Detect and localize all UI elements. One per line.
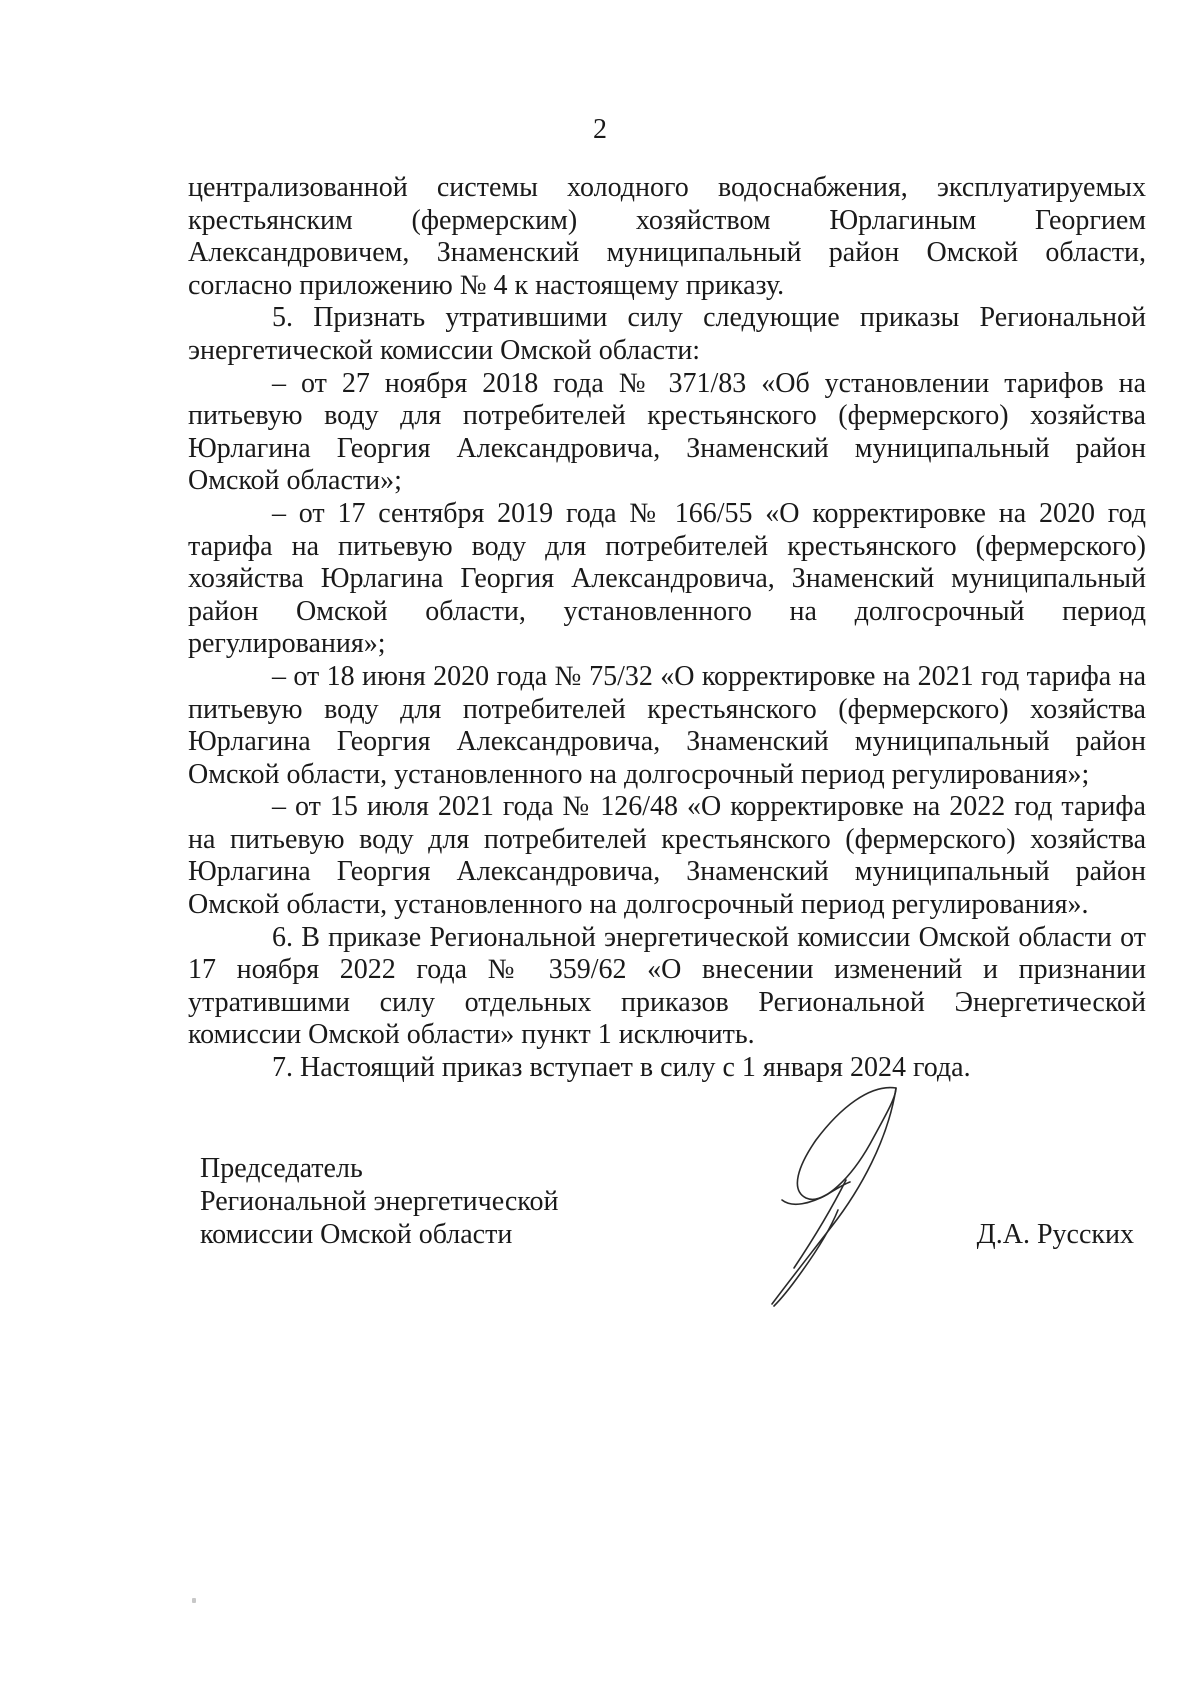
signatory-position-line: Региональной энергетической bbox=[200, 1186, 559, 1217]
paragraph-continuation: централизованной системы холодного водоснабжения, эксплуатируемых крестьянским (фермерским) хозяйством Юрлагиным Георгием Александровичем, Знаменский муниципальный район Омской области, согласно приложению № 4 к настоящему приказу. bbox=[188, 172, 1146, 301]
list-item-order-371-83: – от 27 ноября 2018 года № 371/83 «Об установлении тарифов на питьевую воду для потребителей крестьянского (фермерского) хозяйства Юрлагина Георгия Александровича, Знаменский муниципальный район Омской области»; bbox=[188, 367, 1146, 497]
signatory-position-line: Председатель bbox=[200, 1153, 363, 1184]
signatory-position bbox=[200, 1152, 558, 1251]
scan-artifact bbox=[192, 1598, 196, 1603]
list-item-order-166-55: – от 17 сентября 2019 года № 166/55 «О корректировке на 2020 год тарифа на питьевую воду для потребителей крестьянского (фермерского) хозяйства Юрлагина Георгия Александровича, Знаменский муниципальный район Омской области, установленного на долгосрочный период регулирования»; bbox=[188, 497, 1146, 660]
page-number: 2 bbox=[593, 114, 607, 145]
list-item-order-75-32: – от 18 июня 2020 года № 75/32 «О корректировке на 2021 год тарифа на питьевую воду для потребителей крестьянского (фермерского) хозяйства Юрлагина Георгия Александровича, Знаменский муниципальный район Омской области, установленного на долгосрочный период регулирования»; bbox=[188, 660, 1146, 790]
document-body bbox=[188, 172, 1146, 1085]
paragraph-item-7: 7. Настоящий приказ вступает в силу с 1 января 2024 года. bbox=[272, 1052, 971, 1084]
handwritten-signature bbox=[720, 1080, 920, 1315]
list-item-order-126-48: – от 15 июля 2021 года № 126/48 «О корректировке на 2022 год тарифа на питьевую воду для потребителей крестьянского (фермерского) хозяйства Юрлагина Георгия Александровича, Знаменский муниципальный район Омской области, установленного на долгосрочный период регулирования». bbox=[188, 791, 1146, 921]
paragraph-item-5: 5. Признать утратившими силу следующие приказы Региональной энергетической комиссии Омской области: bbox=[188, 302, 1146, 366]
signatory-name: Д.А. Русских bbox=[976, 1219, 1134, 1250]
signatory-position-line: комиссии Омской области bbox=[200, 1219, 513, 1250]
paragraph-item-6: 6. В приказе Региональной энергетической комиссии Омской области от 17 ноября 2022 года № 359/62 «О внесении изменений и признании утратившими силу отдельных приказов Региональной Энергетической комиссии Омской области» пункт 1 исключить. bbox=[188, 921, 1146, 1051]
